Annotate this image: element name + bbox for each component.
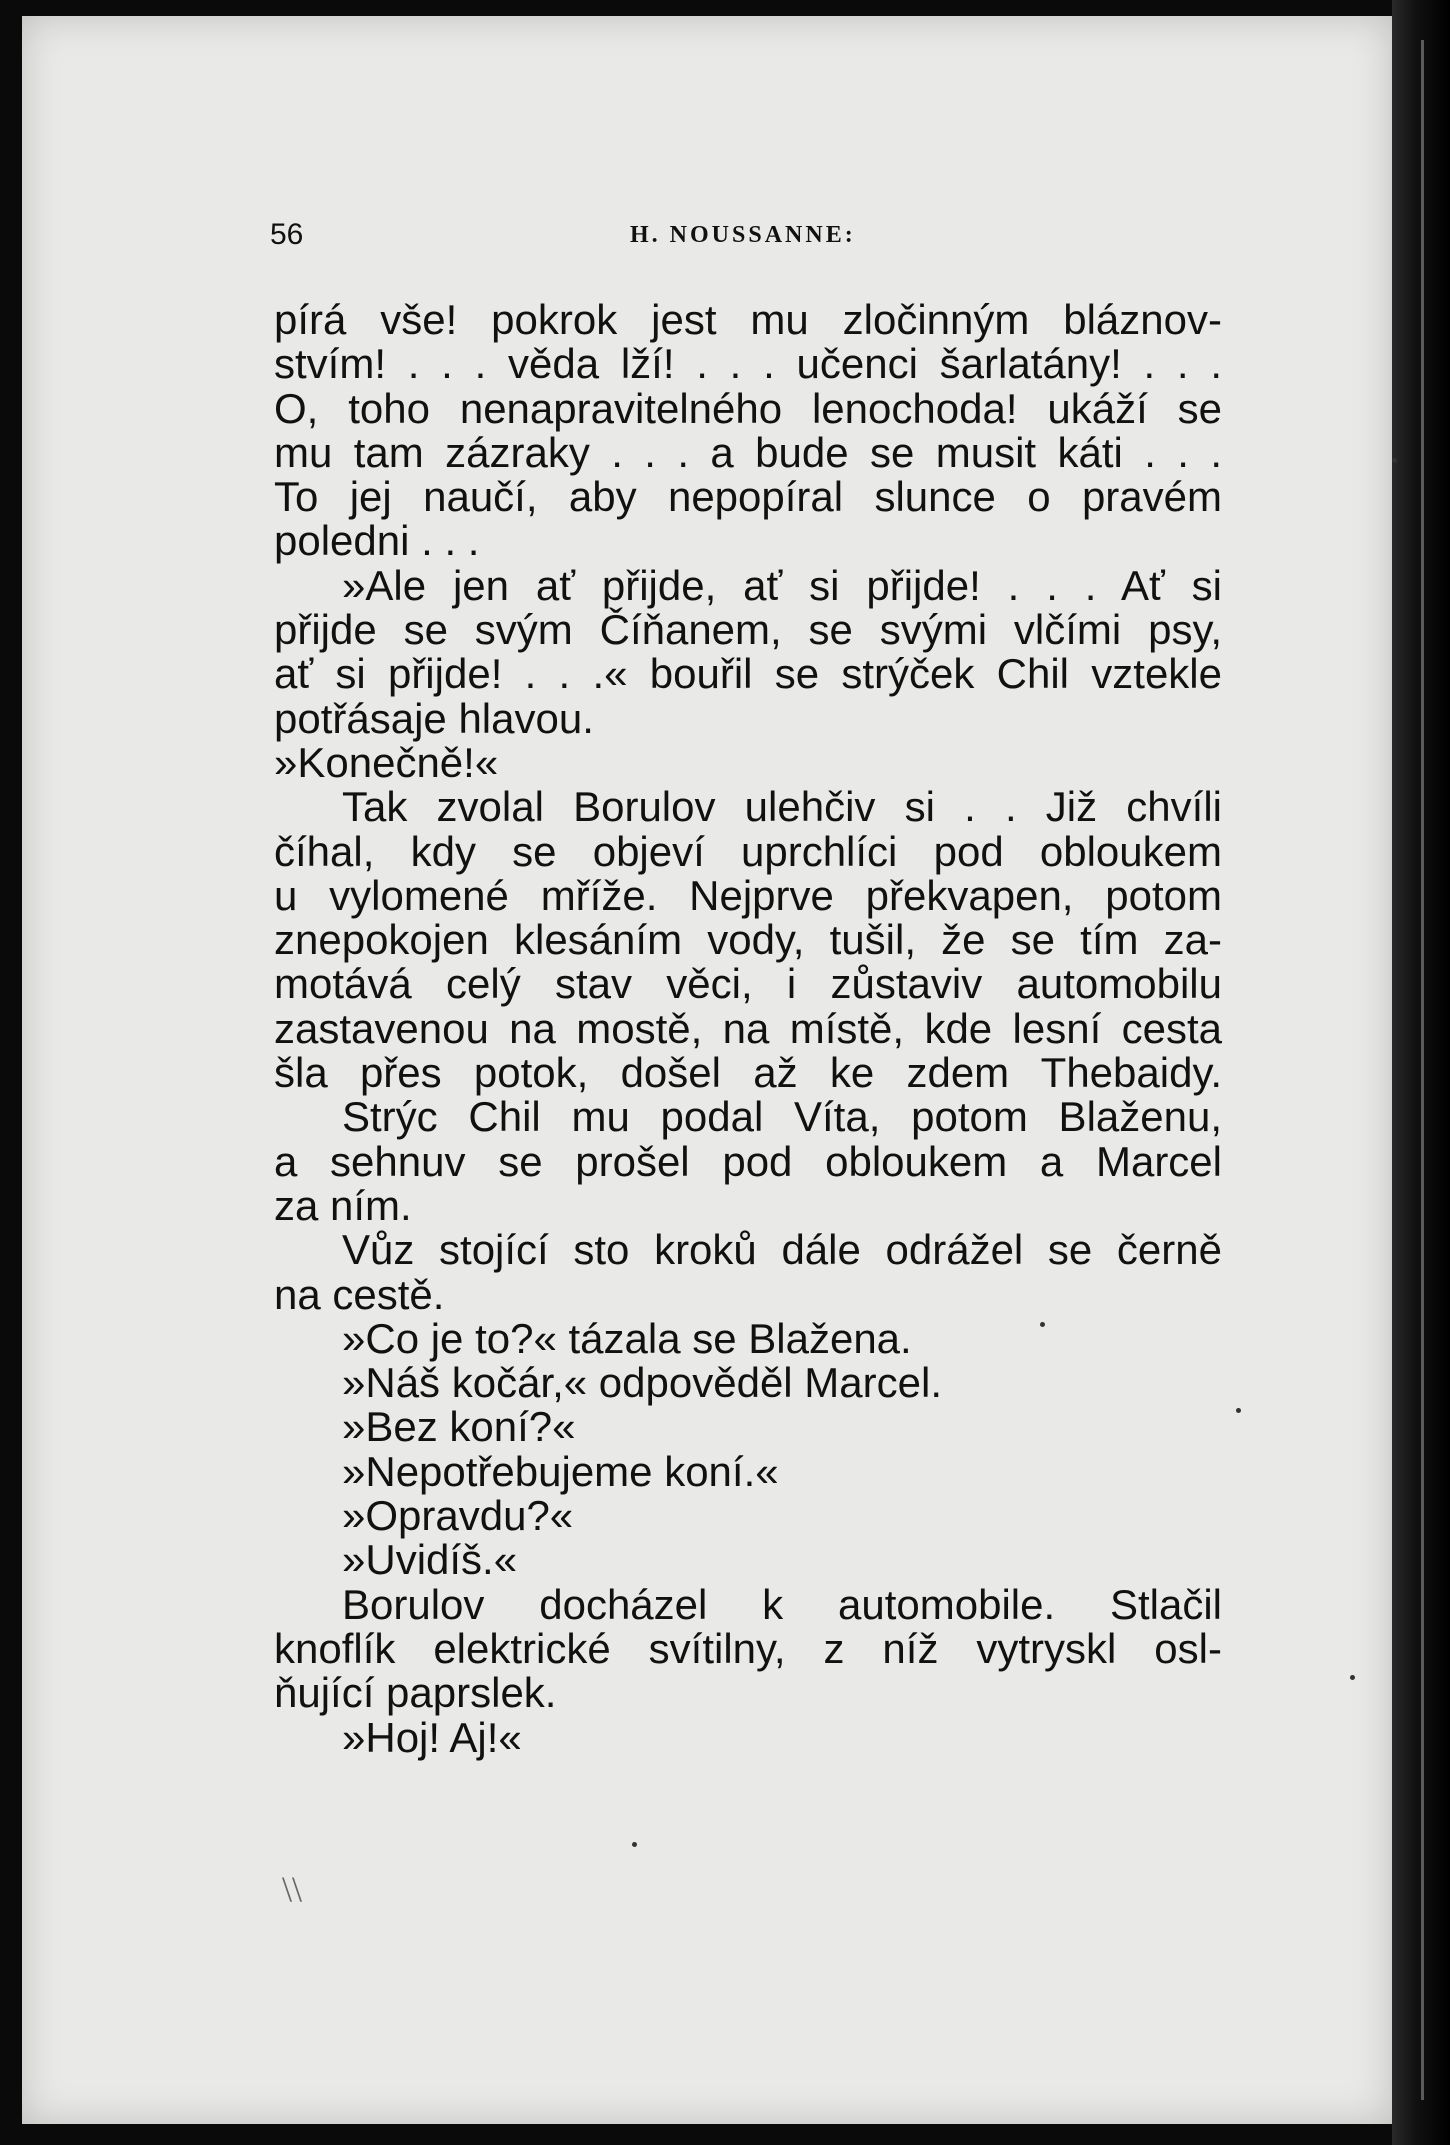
text-line: zastavenou na mostě, na místě, kde lesní cesta: [274, 1004, 1222, 1052]
text-line: a sehnuv se prošel pod obloukem a Marcel: [274, 1137, 1222, 1185]
scan-speck: [1350, 1675, 1355, 1680]
text-line: »Uvidíš.«: [342, 1536, 518, 1584]
text-line: ňující paprslek.: [274, 1669, 557, 1717]
text-line: u vylomené mříže. Nejprve překvapen, potom: [274, 871, 1222, 919]
text-line: pírá vše! pokrok jest mu zločinným bláznov-: [274, 296, 1222, 343]
text-line: »Bez koní?«: [342, 1403, 576, 1451]
text-line: na cestě.: [274, 1270, 445, 1318]
text-line: »Ale jen ať přijde, ať si přijde! . . . Ať si: [342, 561, 1222, 609]
text-line: znepokojen klesáním vody, tušil, že se tím za-: [274, 916, 1222, 964]
body-text: [274, 298, 1222, 1760]
text-line: »Nepotřebujeme koní.«: [342, 1447, 779, 1495]
text-line: za ním.: [274, 1181, 412, 1229]
text-line: stvím! . . . věda lží! . . . učenci šarlatány! . . .: [274, 340, 1222, 388]
text-line: »Hoj! Aj!«: [342, 1713, 522, 1761]
text-line: »Náš kočár,« odpověděl Marcel.: [342, 1359, 942, 1407]
text-line: To jej naučí, aby nepopíral slunce o pravém: [274, 473, 1222, 521]
text-line: Tak zvolal Borulov ulehčiv si . . Již chvíli: [342, 783, 1222, 831]
text-line: ať si přijde! . . .« bouřil se strýček Chil vztekle: [274, 650, 1222, 698]
text-line: potřásaje hlavou.: [274, 694, 594, 742]
text-line: »Co je to?« tázala se Blažena.: [342, 1314, 912, 1362]
text-line: Strýc Chil mu podal Víta, potom Blaženu,: [342, 1093, 1222, 1141]
text-line: knoflík elektrické svítilny, z níž vytryskl osl-: [274, 1624, 1222, 1672]
text-line: šla přes potok, došel až ke zdem Thebaidy.: [274, 1049, 1222, 1097]
text-line: motává celý stav věci, i zůstaviv automobilu: [274, 960, 1222, 1008]
page-header: [270, 218, 1230, 258]
scan-speck: [1236, 1408, 1241, 1413]
scan-speck: [1040, 1322, 1045, 1327]
text-line: O, toho nenapravitelného lenochoda! ukáží se: [274, 384, 1222, 432]
text-line: mu tam zázraky . . . a bude se musit káti . . .: [274, 428, 1222, 476]
page-edge-line: [1421, 40, 1424, 2100]
text-line: »Konečně!«: [274, 738, 499, 786]
text-line: přijde se svým Číňanem, se svými vlčími psy,: [274, 606, 1222, 654]
handwritten-mark: \\: [282, 1869, 303, 1909]
text-line: Vůz stojící sto kroků dále odrážel se černě: [342, 1226, 1222, 1274]
text-line: »Opravdu?«: [342, 1492, 574, 1540]
scan-speck: [632, 1842, 637, 1847]
page-number: 56: [270, 218, 304, 251]
running-head: H. NOUSSANNE:: [630, 222, 856, 248]
scan-speck: [1392, 458, 1397, 463]
text-line: Borulov docházel k automobile. Stlačil: [342, 1580, 1222, 1628]
text-line: číhal, kdy se objeví uprchlíci pod obloukem: [274, 827, 1222, 875]
text-line: poledni . . .: [274, 517, 480, 565]
